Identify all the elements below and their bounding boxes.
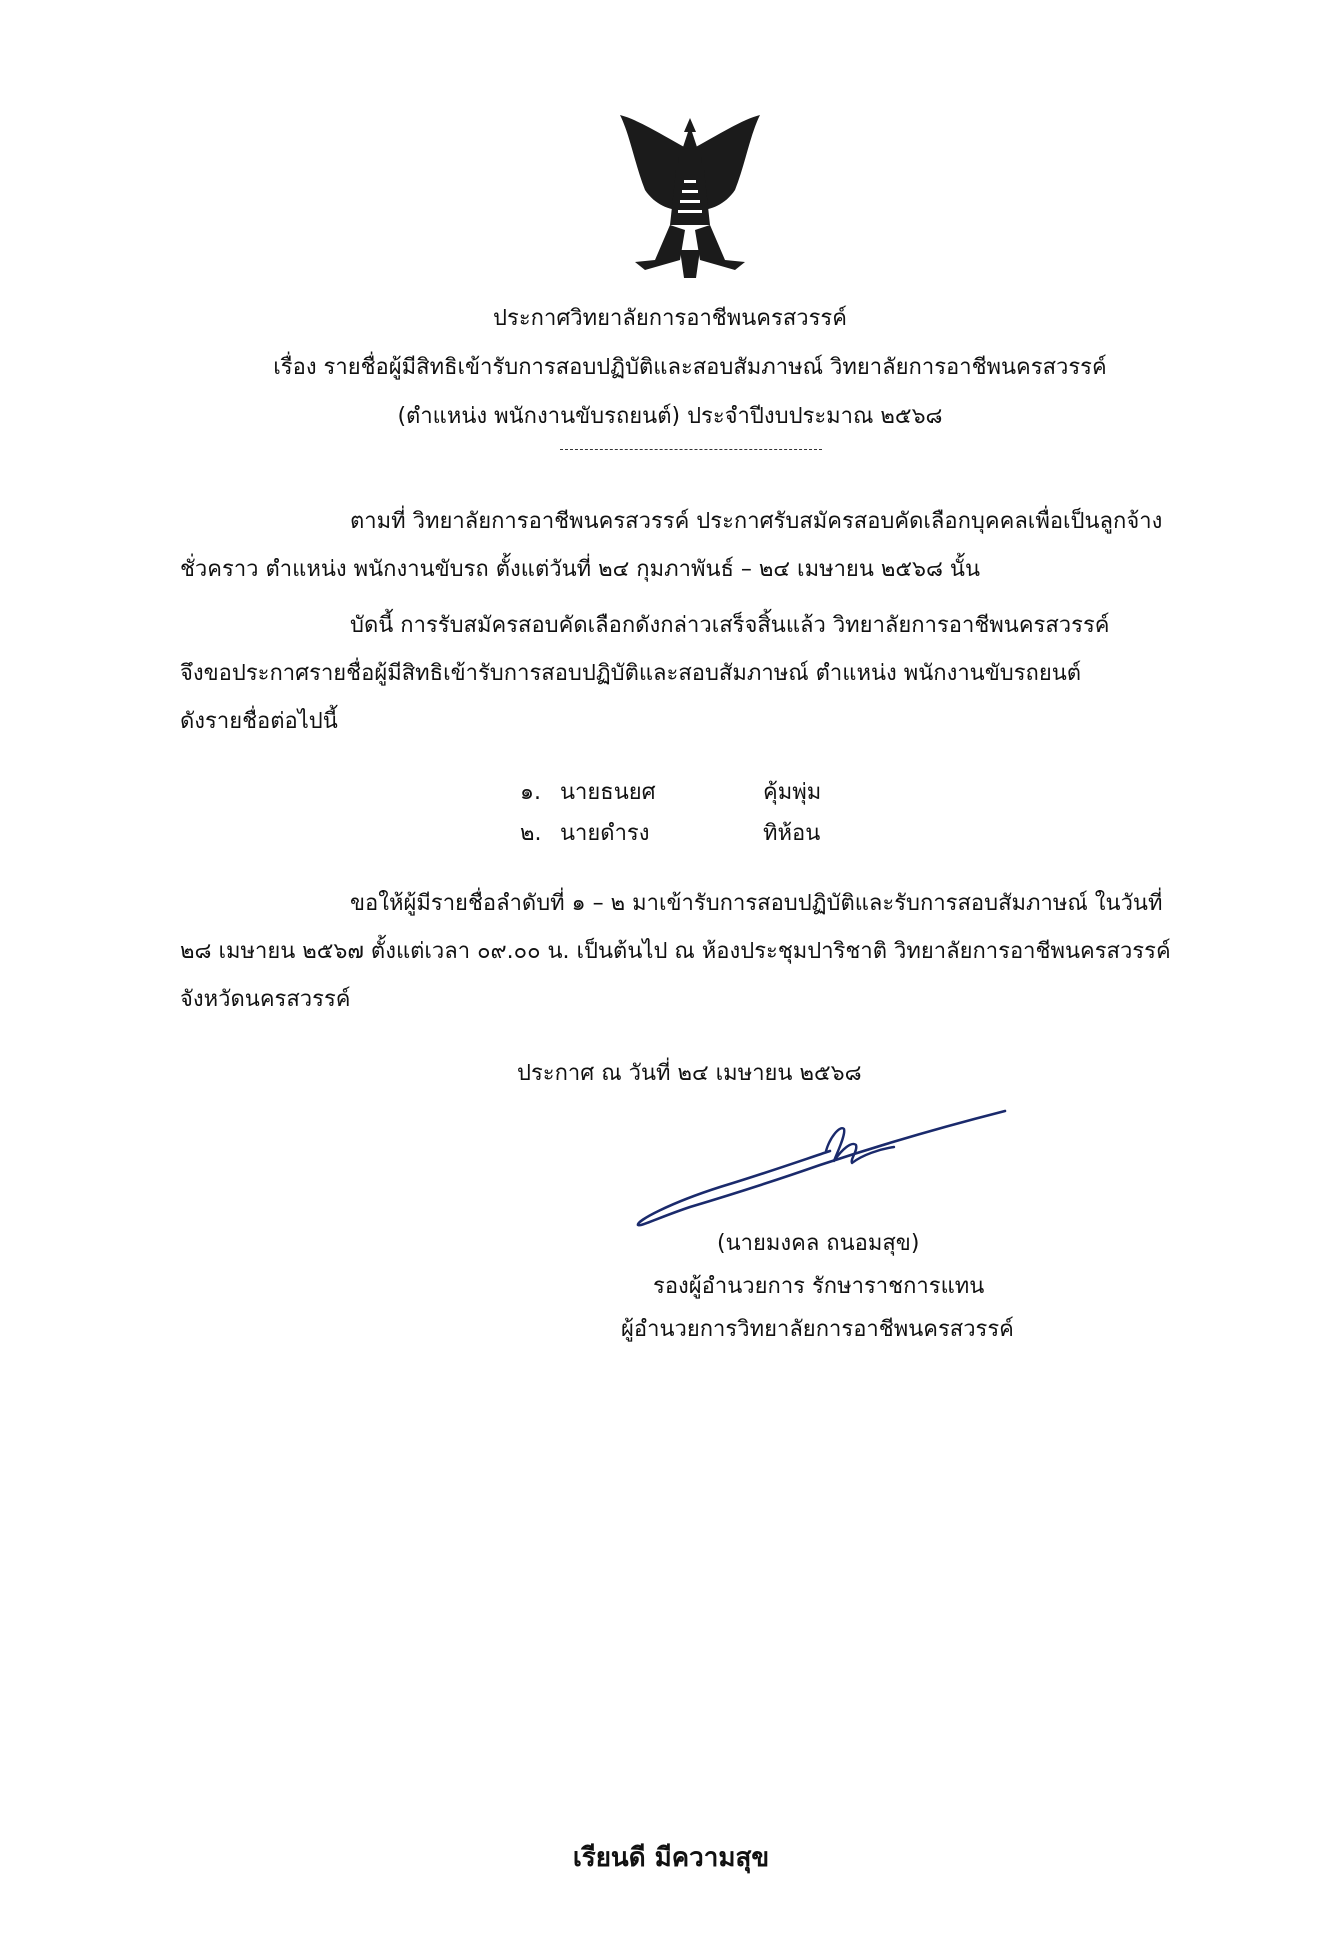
paragraph-1-line-2: ชั่วคราว ตำแหน่ง พนักงานขับรถ ตั้งแต่วันที่ ๒๔ กุมภาพันธ์ – ๒๔ เมษายน ๒๕๖๘ นั้น — [180, 557, 981, 582]
paragraph-3-line-2: ๒๘ เมษายน ๒๕๖๗ ตั้งแต่เวลา ๐๙.๐๐ น. เป็นต้นไป ณ ห้องประชุมปาริชาติ วิทยาลัยการอาชีพนครสวรรค์ — [180, 939, 1171, 964]
paragraph-3-line-3: จังหวัดนครสวรรค์ — [180, 987, 351, 1012]
paragraph-2-line-1: บัดนี้ การรับสมัครสอบคัดเลือกดังกล่าวเสร็จสิ้นแล้ว วิทยาลัยการอาชีพนครสวรรค์ — [350, 613, 1110, 638]
handwritten-signature — [630, 1095, 1010, 1235]
candidate-number: ๒. — [520, 821, 542, 846]
candidate-number: ๑. — [520, 780, 541, 805]
paragraph-2-line-3: ดังรายชื่อต่อไปนี้ — [180, 709, 338, 734]
paragraph-1-line-1: ตามที่ วิทยาลัยการอาชีพนครสวรรค์ ประกาศรับสมัครสอบคัดเลือกบุคคลเพื่อเป็นลูกจ้าง — [350, 509, 1163, 534]
signatory-name: (นายมงคล ถนอมสุข) — [717, 1231, 920, 1256]
signatory-title-line-2: ผู้อำนวยการวิทยาลัยการอาชีพนครสวรรค์ — [621, 1317, 1014, 1342]
announcement-subject: เรื่อง รายชื่อผู้มีสิทธิเข้ารับการสอบปฏิบัติและสอบสัมภาษณ์ วิทยาลัยการอาชีพนครสวรรค์ — [273, 355, 1107, 380]
paragraph-2-line-2: จึงขอประกาศรายชื่อผู้มีสิทธิเข้ารับการสอบปฏิบัติและสอบสัมภาษณ์ ตำแหน่ง พนักงานขับรถยนต์ — [180, 661, 1082, 686]
announcement-title: ประกาศวิทยาลัยการอาชีพนครสวรรค์ — [493, 306, 847, 331]
candidate-first-name: นายธนยศ — [560, 780, 656, 805]
signatory-title-line-1: รองผู้อำนวยการ รักษาราชการแทน — [653, 1274, 985, 1299]
candidate-last-name: ทิห้อน — [763, 821, 821, 846]
separator-line — [560, 449, 822, 450]
candidate-first-name: นายดำรง — [560, 821, 650, 846]
announcement-position-line: (ตำแหน่ง พนักงานขับรถยนต์) ประจำปีงบประมาณ ๒๕๖๘ — [397, 404, 943, 429]
announcement-date: ประกาศ ณ วันที่ ๒๔ เมษายน ๒๕๖๘ — [517, 1061, 862, 1086]
paragraph-3-line-1: ขอให้ผู้มีรายชื่อลำดับที่ ๑ – ๒ มาเข้ารับการสอบปฏิบัติและรับการสอบสัมภาษณ์ ในวันที่ — [350, 891, 1163, 916]
candidate-last-name: คุ้มพุ่ม — [763, 780, 822, 805]
footer-slogan: เรียนดี มีความสุข — [572, 1843, 770, 1873]
garuda-emblem-icon — [600, 110, 780, 280]
